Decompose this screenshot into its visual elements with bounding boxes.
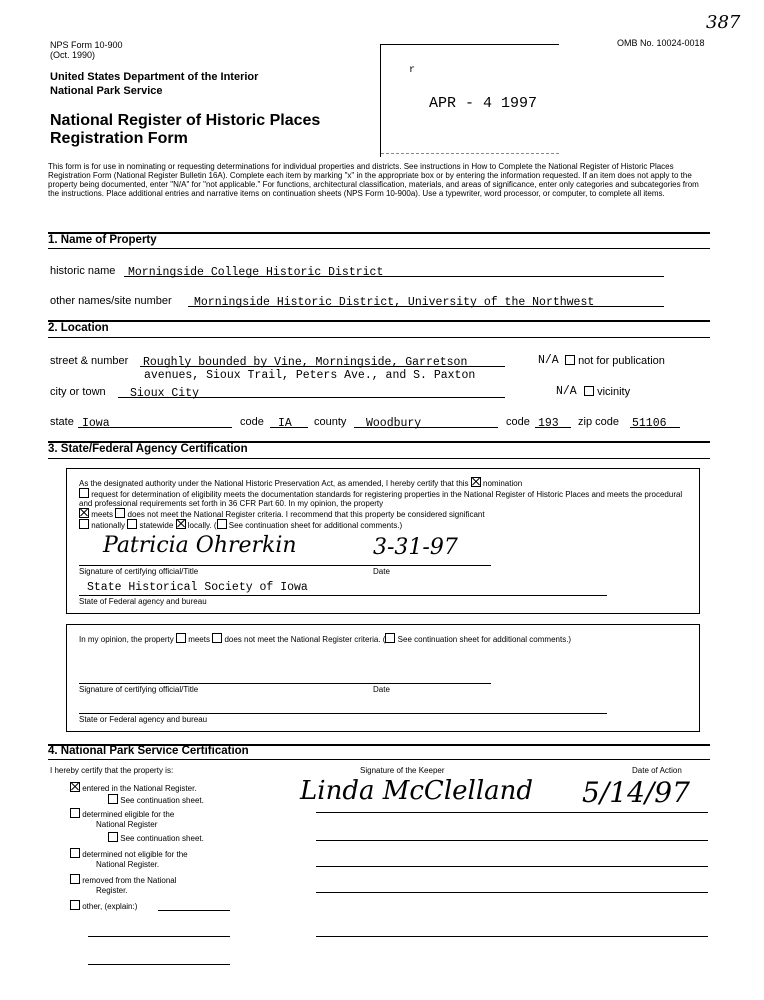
meets-checkbox[interactable] xyxy=(79,508,89,518)
signature-label: Signature of certifying official/Title xyxy=(79,567,199,576)
keeper-line-4 xyxy=(316,892,708,893)
statewide-checkbox[interactable] xyxy=(127,519,137,529)
keeper-line-1 xyxy=(316,812,708,813)
na-vicinity: N/A xyxy=(556,385,577,398)
keeper-line-2 xyxy=(316,840,708,841)
state-code-value: IA xyxy=(278,417,292,430)
agency-value: State Historical Society of Iowa xyxy=(87,581,308,594)
street-field[interactable] xyxy=(140,352,505,367)
service: National Park Service xyxy=(50,85,163,97)
date2-label: Date xyxy=(373,685,390,694)
opinion-text xyxy=(79,633,691,644)
instructions-text: This form is for use in nominating or requesting determinations for individual properties and districts. See instructions in How to Complete the National Register of Historic Places Registration Form (National Register Bulletin 16A). Complete each item by marking "x" in the appropriate box or by entering the information requested. If an item does not apply to the property being documented, enter "N/A" for "not applicable." For functions, architectural classification, materials, and areas of significance, enter only categories and subcategories from the instructions. Place additional entries and narrative items on continuation sheets (NPS Form 10-900a). Use a typewriter, word processor, or computer, to complete all items. xyxy=(48,162,699,198)
other-names-field[interactable] xyxy=(188,292,664,307)
option-not-eligible[interactable] xyxy=(70,848,188,859)
street-line2: avenues, Sioux Trail, Peters Ave., and S. Paxton xyxy=(144,369,476,382)
certifying-signature: Patricia Ohrerkin xyxy=(103,533,297,558)
vicinity-checkbox[interactable] xyxy=(584,386,594,396)
statewide-label: statewide xyxy=(139,521,174,530)
vicinity-label: vicinity xyxy=(597,386,631,398)
omb-number: OMB No. 10024-0018 xyxy=(617,38,705,48)
not-eligible-label: determined not eligible for the xyxy=(82,850,188,859)
state-code-label: code xyxy=(240,416,264,428)
opinion-not-meet-label: does not meet the National Register criteria. ( xyxy=(224,635,386,644)
nationally-label: nationally xyxy=(91,521,126,530)
state-code-field[interactable] xyxy=(270,413,308,428)
cert-text-b: request for determination of eligibility meets the documentation standards for registering properties in the National Register of Historic Places and meets the procedural and professional requirements set forth in 36 CFR Part 60. In my opinion, the property xyxy=(79,490,683,508)
section4-subrule xyxy=(48,759,710,760)
other-names-value: Morningside Historic District, University of the Northwest xyxy=(194,296,595,309)
date-label: Date xyxy=(373,567,390,576)
zip-field[interactable] xyxy=(630,413,680,428)
nps-intro: I hereby certify that the property is: xyxy=(50,766,174,775)
keeper-label: Signature of the Keeper xyxy=(360,766,445,775)
historic-name-field[interactable] xyxy=(124,262,664,277)
section2-subrule xyxy=(48,337,710,338)
opinion-meets-checkbox[interactable] xyxy=(176,633,186,643)
historic-name-value: Morningside College Historic District xyxy=(128,266,384,279)
meets-label: meets xyxy=(91,510,114,519)
city-field[interactable] xyxy=(118,383,505,398)
nomination-label: nomination xyxy=(483,479,523,488)
county-field[interactable] xyxy=(354,413,498,428)
stamp-date: APR - 4 1997 xyxy=(429,95,538,112)
locally-label: locally. ( xyxy=(187,521,217,530)
certification-text xyxy=(79,477,691,530)
state-value: Iowa xyxy=(82,417,110,430)
agency-label: State of Federal agency and bureau xyxy=(79,597,207,606)
street-label: street & number xyxy=(50,355,129,367)
keeper-line-3 xyxy=(316,866,708,867)
entered-checkbox[interactable] xyxy=(70,782,80,792)
section1-heading: 1. Name of Property xyxy=(48,234,157,246)
county-code-value: 193 xyxy=(538,417,559,430)
request-checkbox[interactable] xyxy=(79,488,89,498)
agency2-label: State or Federal agency and bureau xyxy=(79,715,208,724)
signature2-label: Signature of certifying official/Title xyxy=(79,685,199,694)
state-label: state xyxy=(50,416,74,428)
county-value: Woodbury xyxy=(366,417,422,430)
section2-rule xyxy=(48,320,710,322)
removed-checkbox[interactable] xyxy=(70,874,80,884)
explain-line-3[interactable] xyxy=(88,964,230,965)
corner-number: 387 xyxy=(706,12,741,33)
entered-see-checkbox[interactable] xyxy=(108,794,118,804)
action-date-label: Date of Action xyxy=(632,766,682,775)
locally-checkbox[interactable] xyxy=(176,519,186,529)
section3-heading: 3. State/Federal Agency Certification xyxy=(48,443,248,455)
not-meet-label: does not meet the National Register criteria. I recommend that this property be considered significant xyxy=(127,510,485,519)
state-field[interactable] xyxy=(78,413,232,428)
not-meet-checkbox[interactable] xyxy=(115,508,125,518)
keeper-line-5 xyxy=(316,936,708,937)
see-continuation-checkbox[interactable] xyxy=(217,519,227,529)
option-removed[interactable] xyxy=(70,874,177,885)
opinion-meets-label: meets xyxy=(188,635,210,644)
not-publication-checkbox[interactable] xyxy=(565,355,575,365)
section2-heading: 2. Location xyxy=(48,322,109,334)
form-id xyxy=(50,40,123,60)
agency2-line xyxy=(79,713,607,714)
eligible-see-checkbox[interactable] xyxy=(108,832,118,842)
zip-value: 51106 xyxy=(632,417,667,430)
zip-label: zip code xyxy=(578,416,619,428)
not-publication[interactable] xyxy=(565,355,665,367)
opinion-box xyxy=(66,624,700,732)
agency-header xyxy=(50,70,258,98)
agency-line xyxy=(79,595,607,596)
option-eligible[interactable] xyxy=(70,808,174,819)
street-line1: Roughly bounded by Vine, Morningside, Garretson xyxy=(143,356,468,369)
section4-heading: 4. National Park Service Certification xyxy=(48,745,249,757)
department: United States Department of the Interior xyxy=(50,71,259,83)
signature-line xyxy=(79,565,491,566)
not-eligible-label-2: National Register. xyxy=(96,860,160,869)
eligible-see-label: See continuation sheet. xyxy=(120,834,204,843)
other-names-label: other names/site number xyxy=(50,295,172,307)
signature2-line xyxy=(79,683,491,684)
title-line1: National Register of Historic Places xyxy=(50,112,321,129)
explain-line-2[interactable] xyxy=(88,936,230,937)
eligible-checkbox[interactable] xyxy=(70,808,80,818)
removed-label-2: Register. xyxy=(96,886,128,895)
section3-subrule xyxy=(48,458,710,459)
removed-label: removed from the National xyxy=(82,876,177,885)
cert-text-a: As the designated authority under the National Historic Preservation Act, as amended, I hereby certify that this xyxy=(79,479,469,488)
opinion-continuation-checkbox[interactable] xyxy=(385,633,395,643)
opinion-continuation-label: See continuation sheet for additional comments.) xyxy=(397,635,572,644)
opinion-not-meet-checkbox[interactable] xyxy=(212,633,222,643)
option-eligible-see[interactable] xyxy=(108,832,204,843)
action-date: 5/14/97 xyxy=(582,776,690,809)
option-other[interactable] xyxy=(70,900,137,911)
other-checkbox[interactable] xyxy=(70,900,80,910)
title-line2: Registration Form xyxy=(50,130,188,147)
city-label: city or town xyxy=(50,386,106,398)
na-publication: N/A xyxy=(538,354,559,367)
other-label: other, (explain:) xyxy=(82,902,138,911)
stamp-mark: r xyxy=(409,65,416,76)
form-date: (Oct. 1990) xyxy=(50,50,96,60)
not-publication-label: not for publication xyxy=(578,355,665,367)
page-title xyxy=(50,112,320,148)
section1-subrule xyxy=(48,248,710,249)
entered-see-label: See continuation sheet. xyxy=(120,796,204,805)
not-eligible-checkbox[interactable] xyxy=(70,848,80,858)
opinion-text-a: In my opinion, the property xyxy=(79,635,174,644)
vicinity[interactable] xyxy=(584,386,630,398)
nomination-checkbox[interactable] xyxy=(471,477,481,487)
city-value: Sioux City xyxy=(130,387,200,400)
nationally-checkbox[interactable] xyxy=(79,519,89,529)
county-label: county xyxy=(314,416,347,428)
form-number: NPS Form 10-900 xyxy=(50,40,123,50)
state-certification-box xyxy=(66,468,700,614)
see-continuation-label: See continuation sheet for additional comments.) xyxy=(228,521,403,530)
county-code-label: code xyxy=(506,416,530,428)
received-stamp xyxy=(380,44,559,157)
entered-label: entered in the National Register. xyxy=(82,784,197,793)
county-code-field[interactable] xyxy=(535,413,571,428)
eligible-label-2: National Register xyxy=(96,820,158,829)
certification-date: 3-31-97 xyxy=(373,535,458,560)
eligible-label: determined eligible for the xyxy=(82,810,175,819)
historic-name-label: historic name xyxy=(50,265,116,277)
stamp-bottom xyxy=(381,153,559,154)
option-entered[interactable] xyxy=(70,782,197,793)
keeper-signature: Linda McClelland xyxy=(300,776,534,806)
option-entered-see[interactable] xyxy=(108,794,204,805)
other-explain-line[interactable] xyxy=(158,910,230,911)
